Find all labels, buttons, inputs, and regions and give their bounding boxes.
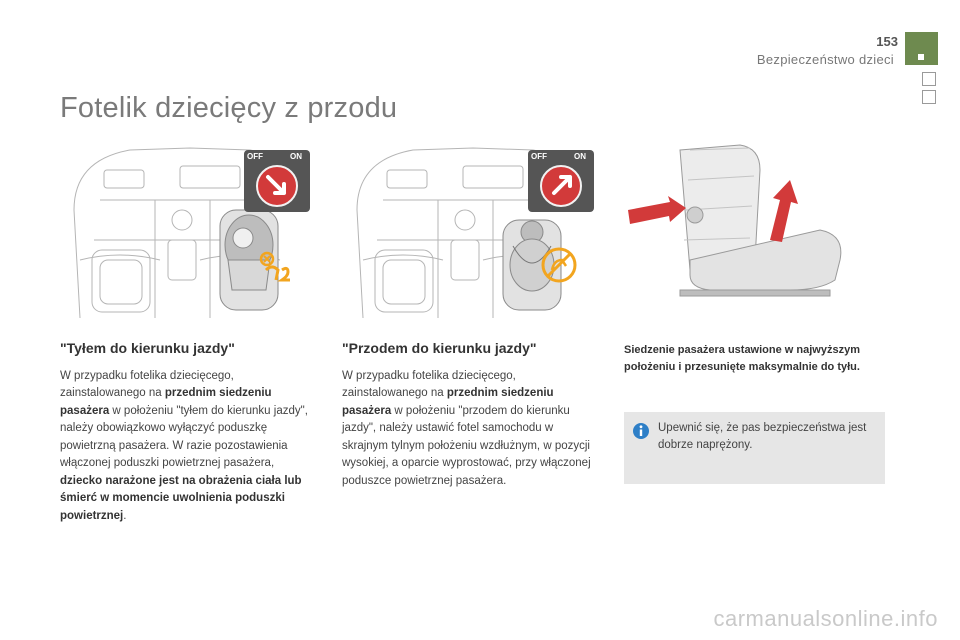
text-run: W przypadku fotelika dziecięcego, zainstalowanego na — [60, 369, 234, 399]
chapter-tab[interactable] — [922, 90, 936, 104]
square-icon — [918, 54, 924, 60]
page-title: Fotelik dziecięcy z przodu — [60, 92, 398, 124]
text-run-bold: przednim siedzeniu pasażera — [60, 387, 272, 417]
airbag-off-warning-icon — [258, 250, 294, 284]
chapter-tab-active[interactable] — [905, 32, 938, 65]
front-facing-text — [342, 368, 600, 491]
info-text: Upewnić się, że pas bezpieczeństwa jest dobrze naprężony. — [658, 422, 867, 451]
info-icon — [632, 422, 650, 440]
switch-on-label: ON — [290, 152, 302, 161]
switch-off-label: OFF — [247, 152, 263, 161]
arrow-up-icon — [770, 180, 798, 242]
text-run: . — [123, 509, 127, 522]
front-facing-section — [342, 340, 600, 490]
rear-facing-text — [60, 368, 318, 526]
switch-off-label: OFF — [531, 152, 547, 161]
text-run: w położeniu "przodem do kierunku jazdy", należy ustawić fotel samochodu w skrajnym tylnym położeniu wzdłużnym, w pozycji wysokiej, a oparcie wyprostować, przy włączonej poduszce powietrznej pasażera. — [342, 404, 591, 487]
watermark: carmanualsonline.info — [713, 606, 938, 631]
front-facing-heading: "Przodem do kierunku jazdy" — [342, 340, 537, 356]
rear-facing-heading: "Tyłem do kierunku jazdy" — [60, 340, 235, 356]
rear-facing-section — [60, 340, 318, 525]
text-run: w położeniu "tyłem do kierunku jazdy", należy obowiązkowo wyłączyć poduszkę powietrzną pasażera. W razie pozostawienia włączonej poduszki powietrznej pasażera, — [60, 404, 308, 469]
switch-on-label: ON — [574, 152, 586, 161]
text-run-bold: dziecko narażone jest na obrażenia ciała lub śmierć w momencie uwolnienia poduszki powietrznej — [60, 474, 302, 522]
text-run-bold: przednim siedzeniu pasażera — [342, 387, 554, 417]
page-number: 153 — [876, 34, 898, 49]
seat-adjustment-illustration — [620, 140, 850, 310]
no-rear-facing-warning-icon — [540, 246, 578, 284]
arrow-back-icon — [628, 196, 686, 224]
chapter-tab[interactable] — [922, 72, 936, 86]
section-title: Bezpieczeństwo dzieci — [756, 52, 894, 67]
text-run: W przypadku fotelika dziecięcego, zainstalowanego na — [342, 369, 516, 399]
seat-position-note: Siedzenie pasażera ustawione w najwyższym położeniu i przesunięte maksymalnie do tyłu. — [624, 344, 860, 373]
